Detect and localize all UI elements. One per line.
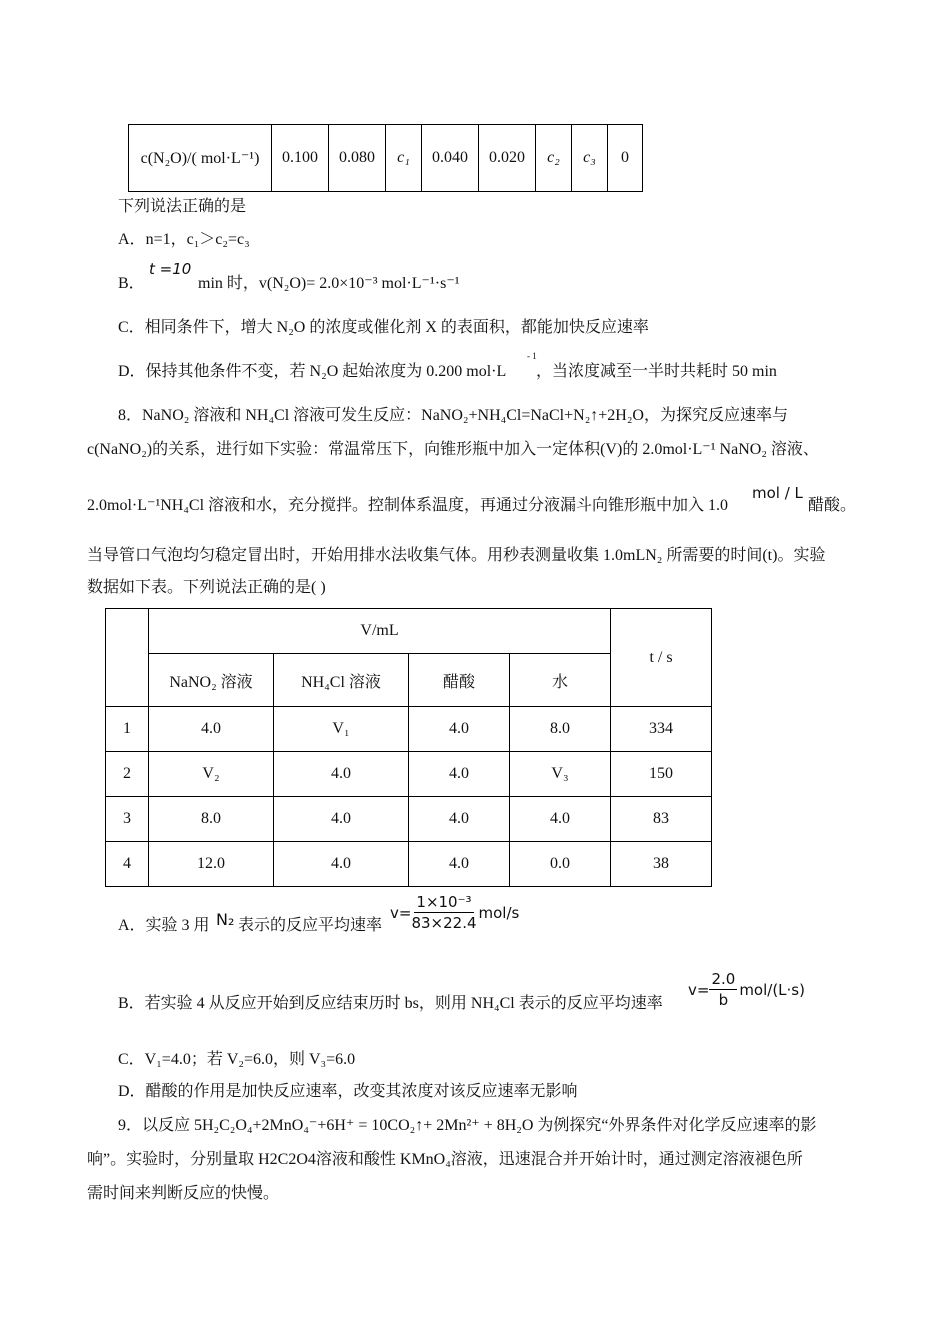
table-cell: 8.0 [510, 707, 611, 752]
table-header-cell: c(N₂O)/( mol·L⁻¹) [129, 125, 272, 192]
table-cell: 334 [611, 707, 712, 752]
q8-option-c: C．V₁=4.0；若 V₂=6.0，则 V₃=6.0 [118, 1051, 356, 1068]
q7-option-b-expr: t =10 [149, 260, 192, 278]
table-cell: 4.0 [409, 752, 510, 797]
table-cell: 4 [106, 842, 149, 887]
table-cell: c₁ [386, 125, 422, 192]
q9-line-3: 需时间来判断反应的快慢。 [87, 1185, 280, 1202]
q8-option-b-text: B．若实验 4 从反应开始到反应结束历时 bs，则用 NH₄Cl 表示的反应平均速率 [118, 995, 663, 1012]
column-header-cell: NaNO₂ 溶液 [149, 654, 274, 707]
q7-option-a-text: n=1，c₁＞c₂=c₃ [145, 231, 250, 248]
table-cell: 4.0 [409, 707, 510, 752]
table-cell: 0.100 [272, 125, 329, 192]
q7-prompt: 下列说法正确的是 [118, 198, 247, 215]
q8-line-3a: 2.0mol·L⁻¹NH₄Cl 溶液和水，充分搅拌。控制体系温度，再通过分液漏斗向锥形瓶中加入 1.0 [87, 497, 729, 514]
q8-option-a-species: N₂ [216, 910, 235, 929]
table-cell: 8.0 [149, 797, 274, 842]
column-header-cell: NH₄Cl 溶液 [274, 654, 409, 707]
rate-unit: mol/s [478, 903, 520, 922]
table-cell: c₂ [536, 125, 572, 192]
table-cell: 38 [611, 842, 712, 887]
table-cell: V₁ [274, 707, 409, 752]
table-row [106, 797, 712, 842]
table-cell: c₃ [572, 125, 608, 192]
q8-line-1: 8．NaNO₂ 溶液和 NH₄Cl 溶液可发生反应：NaNO₂+NH₄Cl=NaCl+N₂↑+2H₂O，为探究反应速率与 [118, 407, 788, 424]
q8-line-3-unit: mol / L [752, 484, 803, 502]
table-cell: 0.0 [510, 842, 611, 887]
table-cell: V₃ [510, 752, 611, 797]
table-cell: 4.0 [510, 797, 611, 842]
fraction-denominator: b [718, 991, 729, 1009]
table-cell: 3 [106, 797, 149, 842]
table-cell: 2 [106, 752, 149, 797]
table-cell: 1 [106, 707, 149, 752]
q7-option-d-text-1: D．保持其他条件不变，若 N₂O 起始浓度为 0.200 mol·L [118, 363, 507, 380]
q7-option-b-label: B． [118, 275, 145, 292]
table-corner-cell [106, 609, 149, 707]
table-cell: 4.0 [274, 752, 409, 797]
q7-option-b-text: min 时，v(N₂O)= 2.0×10⁻³ mol·L⁻¹·s⁻¹ [198, 275, 460, 292]
time-header-cell: t / s [611, 609, 712, 707]
q8-option-b-formula [688, 970, 805, 1009]
q7-option-d-text-2: ，当浓度减至一半时共耗时 50 min [536, 363, 777, 380]
table-cell: 12.0 [149, 842, 274, 887]
group-header-cell: V/mL [149, 609, 611, 654]
table-row [129, 125, 643, 192]
table-cell: 4.0 [274, 797, 409, 842]
q8-option-a-text: A．实验 3 用 [118, 917, 210, 934]
table-row [106, 842, 712, 887]
table-row [106, 752, 712, 797]
table-cell: 150 [611, 752, 712, 797]
q9-line-1: 9．以反应 5H₂C₂O₄+2MnO₄⁻+6H⁺ = 10CO₂↑+ 2Mn²⁺ + 8H₂O 为例探究“外界条件对化学反应速率的影 [118, 1117, 817, 1134]
q7-option-b [118, 273, 145, 295]
fraction-denominator: 83×22.4 [411, 914, 477, 932]
table-row [106, 609, 712, 654]
q7-option-a [118, 229, 250, 251]
table-cell: 83 [611, 797, 712, 842]
q9-line-2: 响”。实验时，分别量取 H2C2O4溶液和酸性 KMnO₄溶液，迅速混合并开始计时，通过测定溶液褪色所 [87, 1151, 803, 1168]
rate-symbol: v= [688, 980, 710, 999]
q8-line-4: 当导管口气泡均匀稳定冒出时，开始用排水法收集气体。用秒表测量收集 1.0mLN₂ 所需要的时间(t)。实验 [87, 547, 826, 564]
rate-unit: mol/(L·s) [739, 980, 805, 999]
table-cell: 0.080 [329, 125, 386, 192]
column-header-cell: 醋酸 [409, 654, 510, 707]
q8-option-d: D．醋酸的作用是加快反应速率，改变其浓度对该反应速率无影响 [118, 1083, 578, 1100]
q8-option-a-formula [390, 893, 519, 932]
q7-option-a-label: A． [118, 231, 146, 248]
q8-line-2: c(NaNO₂)的关系，进行如下实验：常温常压下，向锥形瓶中加入一定体积(V)的 2.0mol·L⁻¹ NaNO₂ 溶液、 [87, 441, 819, 458]
table-cell: 4.0 [274, 842, 409, 887]
rate-fraction [709, 970, 737, 1009]
q8-option-a-text2: 表示的反应平均速率 [238, 917, 383, 934]
table-cell: 4.0 [409, 797, 510, 842]
experiment-table [105, 608, 712, 887]
table-cell: 0 [608, 125, 643, 192]
q7-option-d [118, 361, 506, 383]
table-cell: V₂ [149, 752, 274, 797]
q8-line-5: 数据如下表。下列说法正确的是( ) [87, 579, 326, 596]
q8-line-3b: 醋酸。 [808, 497, 857, 514]
concentration-table [128, 124, 643, 192]
table-cell: 0.020 [479, 125, 536, 192]
q7-option-c: C．相同条件下，增大 N₂O 的浓度或催化剂 X 的表面积，都能加快反应速率 [118, 319, 649, 336]
table-cell: 4.0 [409, 842, 510, 887]
column-header-cell: 水 [510, 654, 611, 707]
q7-option-d-sup: - 1 [527, 351, 537, 361]
table-cell: 0.040 [422, 125, 479, 192]
table-row [106, 707, 712, 752]
rate-fraction [411, 893, 476, 932]
table-cell: 4.0 [149, 707, 274, 752]
fraction-numerator: 1×10⁻³ [416, 893, 472, 911]
fraction-numerator: 2.0 [711, 970, 736, 988]
rate-symbol: v= [390, 903, 412, 922]
